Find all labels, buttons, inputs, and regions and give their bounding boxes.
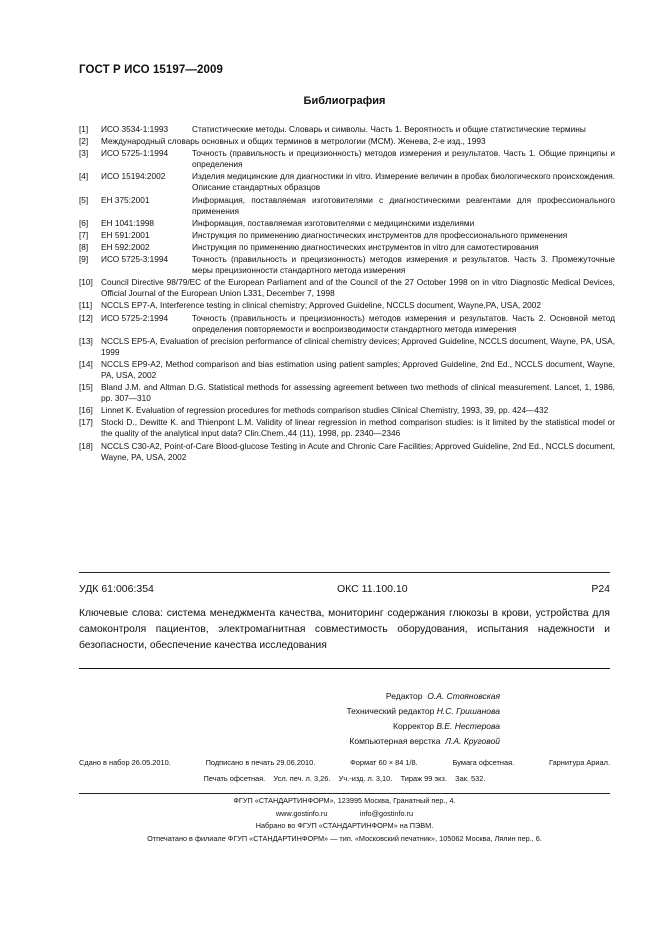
reference-number: [4] xyxy=(79,171,89,182)
publisher-web: www.gostinfo.ru xyxy=(275,808,328,818)
section-divider xyxy=(79,572,610,573)
publisher-divider xyxy=(79,793,610,794)
reference-item xyxy=(79,417,615,439)
reference-text: Точность (правильность и прецизионность) методов измерения и результатов. Часть 3. Промежуточные меры прецизионности стандартного метода измерения xyxy=(192,254,615,276)
reference-number: [14] xyxy=(79,358,93,369)
udk-code: УДК 61:006:354 xyxy=(79,583,154,595)
reference-code: ИСО 5725-1:1994 xyxy=(101,148,169,159)
reference-item xyxy=(79,171,615,193)
reference-item xyxy=(79,136,615,147)
keywords-paragraph: Ключевые слова: система менеджмента качества, мониторинг содержания глюкозы в крови, устройства для самоконтроля пациентов, электромагнитная совместимость оборудования, испытания надежности и безопасности, обеспечение качества исследования xyxy=(79,608,610,651)
reference-text: Изделия медицинские для диагностики in vitro. Измерение величин в пробах биологического происхождения. Описание стандартных образцов xyxy=(192,171,615,193)
keywords-divider xyxy=(79,668,610,669)
reference-text: Точность (правильность и прецизионность) методов измерения и результатов. Часть 2. Основной метод определения повторяемости и воспроизводимости стандартного метода измерения xyxy=(192,312,615,334)
reference-number: [16] xyxy=(79,405,93,416)
printed-note: Отпечатано в филиале ФГУП «СТАНДАРТИНФОРМ» — тип. «Московский печатник», 105062 Москва, Лялин пер., 6. xyxy=(147,833,542,843)
reference-text: NCCLS EP9-A2, Method comparison and bias estimation using patient samples; Approved Guideline, 2nd Ed., NCCLS document, Wayne, PA, USA, 2002 xyxy=(101,358,615,380)
reference-text: Информация, поставляемая изготовителями с диагностическими реагентами для профессионального применения xyxy=(192,194,615,216)
imprint-block xyxy=(79,755,610,786)
reference-text: Инструкция по применению диагностических инструментов in vitro для самотестирования xyxy=(192,241,539,252)
reference-text: Информация, поставляемая изготовителями с медицинскими изделиями xyxy=(192,217,475,228)
reference-item xyxy=(79,230,615,241)
imprint-line-1: Сдано в набор 26.05.2010. Подписано в печать 29.06.2010. Формат 60 × 84 1/8. Бумага офсетная. Гарнитура Ариал. xyxy=(79,758,610,767)
reference-code: ЕН 591:2001 xyxy=(101,229,150,240)
reference-item xyxy=(79,218,615,229)
reference-item xyxy=(79,195,615,217)
reference-code: ИСО 3534-1:1993 xyxy=(101,124,169,134)
reference-number: [5] xyxy=(79,194,89,205)
reference-code: ЕН 375:2001 xyxy=(101,194,150,205)
publisher-block xyxy=(79,795,610,845)
reference-text: NCCLS C30-A2, Point-of-Care Blood-glucose Testing in Acute and Chronic Care Facilities; Approved Guideline, 2nd Ed., NCCLS document, Wayne, PA, USA, 2002 xyxy=(101,440,615,462)
reference-number: [12] xyxy=(79,312,93,323)
reference-text: Bland J.M. and Altman D.G. Statistical methods for assessing agreement between two methods of clinical measurement. Lancet, 1, 1986, pp. 307—310 xyxy=(101,382,615,404)
reference-number: [7] xyxy=(79,229,89,240)
reference-item xyxy=(79,382,615,404)
editorial-credits xyxy=(200,689,500,749)
reference-item xyxy=(79,148,615,170)
publisher-address: ФГУП «СТАНДАРТИНФОРМ», 123995 Москва, Гранатный пер., 4. xyxy=(233,796,456,805)
reference-number: [8] xyxy=(79,241,89,252)
reference-item xyxy=(79,277,615,299)
reference-item xyxy=(79,441,615,463)
typeset-note: Набрано во ФГУП «СТАНДАРТИНФОРМ» на ПЭВМ. xyxy=(255,821,434,831)
reference-list xyxy=(79,124,615,464)
reference-number: [11] xyxy=(79,300,93,311)
reference-number: [3] xyxy=(79,148,89,159)
reference-item xyxy=(79,336,615,358)
reference-number: [1] xyxy=(79,124,89,134)
reference-item xyxy=(79,124,615,135)
reference-text: Linnet K. Evaluation of regression procedures for methods comparison studies Clinical Chemistry, 1993, 39, pp. 424—432 xyxy=(101,405,549,416)
reference-number: [2] xyxy=(79,136,89,147)
reference-item xyxy=(79,300,615,311)
reference-code: ЕН 1041:1998 xyxy=(101,217,155,228)
oks-code: ОКС 11.100.10 xyxy=(337,583,408,595)
document-header: ГОСТ Р ИСО 15197—2009 xyxy=(79,64,224,76)
reference-item xyxy=(79,254,615,276)
reference-code: ИСО 15194:2002 xyxy=(101,171,166,182)
reference-text: Stocki D., Dewitte K. and Thienpont L.M. Validity of linear regression in method comparison studies: is it limited by the statistical model or the quality of the analytical input data? Clin.Chem.,44 (11), 1998, pp. 2340—2346 xyxy=(101,417,615,439)
reference-text: Инструкция по применению диагностических инструментов для профессионального применения xyxy=(192,229,568,240)
editor-line: Редактор О.А. Стояновская xyxy=(385,691,500,701)
reference-item xyxy=(79,359,615,381)
publisher-contacts xyxy=(79,808,610,821)
reference-number: [13] xyxy=(79,335,93,346)
publisher-email: info@gostinfo.ru xyxy=(359,808,414,818)
reference-number: [15] xyxy=(79,382,93,393)
bibliography-title: Библиография xyxy=(303,95,386,107)
reference-number: [9] xyxy=(79,254,89,265)
reference-text: Council Directive 98/79/EC of the European Parliament and of the Council of the 27 October 1998 on in vitro Diagnostic Medical Devices, Official Journal of the European Union L331, December 7, 1998 xyxy=(101,277,615,299)
reference-text: Статистические методы. Словарь и символы. Часть 1. Вероятность и общие статистические термины xyxy=(192,124,586,134)
reference-code: ЕН 592:2002 xyxy=(101,241,150,252)
layout-line: Компьютерная верстка Л.А. Круговой xyxy=(349,736,500,746)
reference-item xyxy=(79,313,615,335)
reference-code: ИСО 5725-3:1994 xyxy=(101,254,169,265)
reference-text: NCCLS EP7-A, Interference testing in clinical chemistry; Approved Guideline, NCCLS document, Wayne,PA, USA, 2002 xyxy=(101,300,541,311)
reference-number: [10] xyxy=(79,277,93,288)
imprint-line-2: Печать офсетная. Усл. печ. л. 3,26. Уч.-изд. л. 3,10. Тираж 99 экз. Зак. 532. xyxy=(203,773,486,783)
reference-text: Международный словарь основных и общих терминов в метрологии (МСМ). Женева, 2-е изд., 1993 xyxy=(101,136,486,147)
corrector-line: Корректор В.Е. Нестерова xyxy=(393,721,500,731)
reference-number: [17] xyxy=(79,417,93,428)
reference-text: NCCLS EP5-A, Evaluation of precision performance of clinical chemistry devices; Approved Guideline, NCCLS document, Wayne, PA, USA, 1999 xyxy=(101,335,615,357)
reference-number: [18] xyxy=(79,440,93,451)
reference-code: ИСО 5725-2:1994 xyxy=(101,312,169,323)
tech-editor-line: Технический редактор Н.С. Гришанова xyxy=(346,706,500,716)
reference-item xyxy=(79,242,615,253)
reference-number: [6] xyxy=(79,217,89,228)
reference-text: Точность (правильность и прецизионность) методов измерения и результатов. Часть 1. Общие принципы и определения xyxy=(192,148,615,170)
reference-item xyxy=(79,405,615,416)
classifier-code: Р24 xyxy=(591,583,610,595)
